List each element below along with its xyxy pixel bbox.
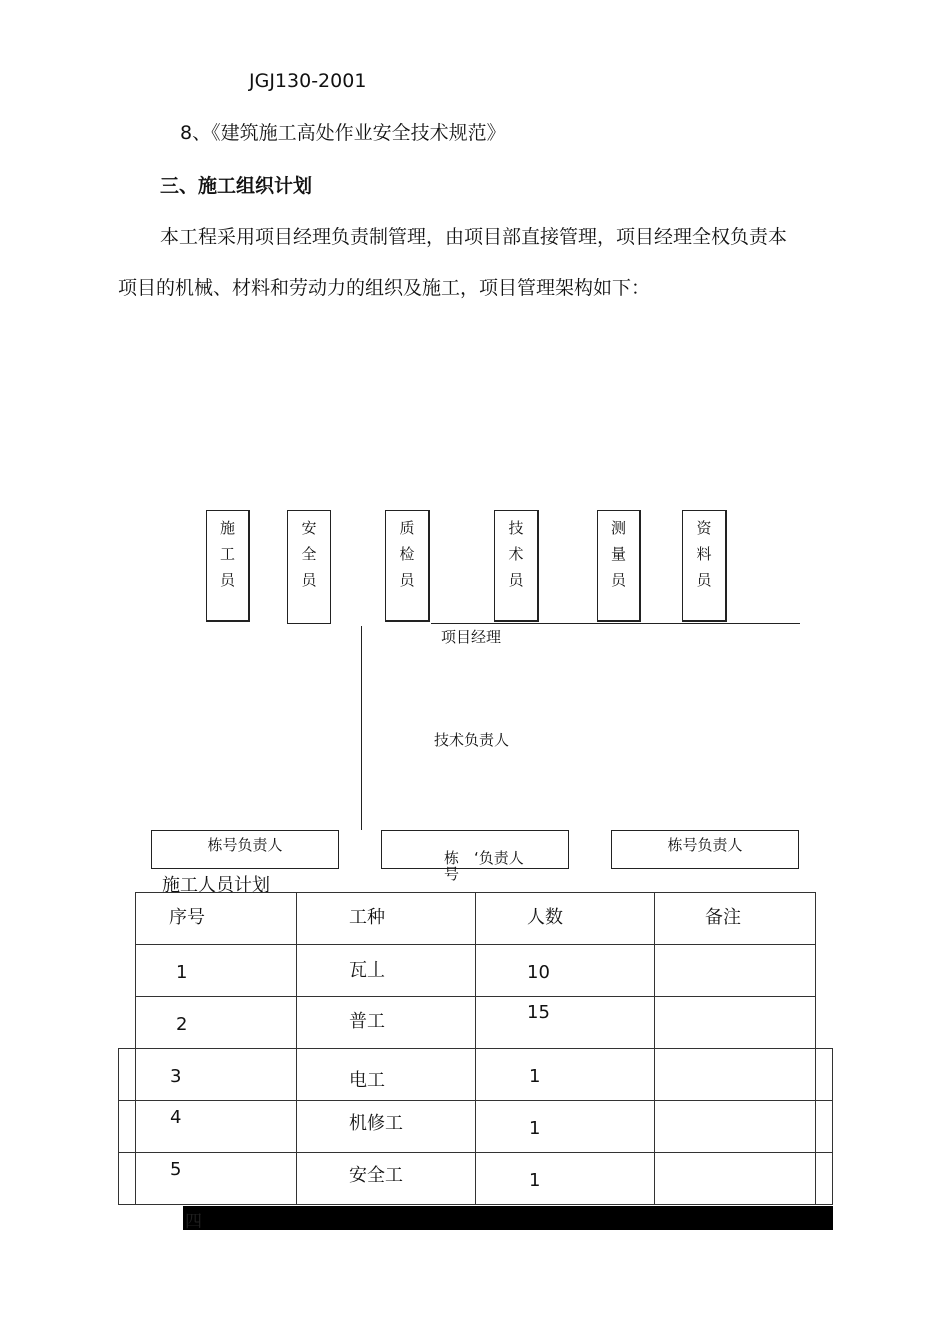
staff-label: 质 检 员: [399, 519, 415, 589]
staff-box-quality: [385, 510, 430, 622]
table-edge-line: [118, 1048, 136, 1049]
column-header-no: 序号: [169, 907, 205, 928]
column-header-note: 备注: [705, 907, 741, 928]
hidden-heading-char: 四: [185, 1212, 202, 1232]
building-lead-box: [381, 830, 569, 883]
row-trade: 普工: [349, 1011, 385, 1032]
table-row: [136, 945, 816, 997]
staff-label: 安 全 员: [301, 519, 317, 589]
row-no: 5: [170, 1159, 182, 1180]
row-trade: 机修工: [349, 1113, 403, 1134]
column-header-count: 人数: [527, 907, 563, 928]
redaction-bar: [183, 1206, 833, 1230]
row-no: 3: [170, 1066, 182, 1087]
row-count: 15: [527, 1002, 550, 1023]
paragraph-line-2: 项目的机械、材料和劳动力的组织及施工，项目管理架构如下：: [118, 277, 651, 299]
row-count: 1: [529, 1066, 541, 1087]
reference-item-8: 8、《建筑施工高处作业安全技术规范》: [180, 122, 506, 144]
staff-label: 技 术 员: [508, 519, 524, 589]
table-edge-line: [118, 1100, 136, 1101]
section-heading: 三、施工组织计划: [160, 175, 313, 197]
project-manager-label: 项目经理: [441, 628, 502, 646]
row-no: 4: [170, 1107, 182, 1128]
table-edge-line: [832, 1048, 833, 1205]
table-row: [136, 1101, 816, 1153]
row-trade: 电工: [349, 1070, 385, 1091]
staff-box-records: [682, 510, 727, 622]
row-trade: 安全工: [349, 1165, 403, 1186]
table-edge-line: [118, 1048, 119, 1205]
row-count: 1: [529, 1118, 541, 1139]
column-header-trade: 工种: [349, 907, 385, 928]
table-edge-line: [815, 1204, 833, 1205]
row-no: 2: [176, 1014, 188, 1035]
staff-box-technical: [494, 510, 539, 622]
table-edge-line: [118, 1204, 136, 1205]
building-lead-box: [151, 830, 339, 869]
table-edge-line: [815, 1100, 833, 1101]
row-count: 1: [529, 1170, 541, 1191]
row-no: 1: [176, 962, 188, 983]
table-edge-line: [815, 1048, 833, 1049]
table-row: [136, 997, 816, 1049]
connector-line: [361, 626, 362, 830]
tech-lead-label: 技术负责人: [434, 731, 510, 749]
staff-label: 资 料 员: [696, 519, 712, 589]
connector-line: [431, 623, 800, 624]
staff-box-construction: [206, 510, 250, 622]
building-lead-label: 栋 ‘负责人 号: [444, 849, 524, 883]
staff-plan-table: [135, 892, 816, 1205]
row-trade: 瓦丄: [349, 960, 385, 981]
table-row: [136, 1153, 816, 1205]
table-edge-line: [815, 1152, 833, 1153]
table-edge-line: [118, 1152, 136, 1153]
staff-box-safety: [287, 510, 331, 624]
building-lead-label: 栋号负责人: [207, 836, 283, 854]
staff-label: 施 工 员: [219, 519, 235, 589]
paragraph-line-1: 本工程采用项目经理负责制管理，由项目部直接管理，项目经理全权负责本: [160, 226, 788, 248]
row-count: 10: [527, 962, 550, 983]
staff-label: 测 量 员: [610, 519, 626, 589]
building-lead-label: 栋号负责人: [667, 836, 743, 854]
building-lead-box: [611, 830, 799, 869]
table-row: [136, 1049, 816, 1101]
staff-box-survey: [597, 510, 641, 622]
standard-code: JGJ130-2001: [249, 70, 367, 92]
staff-plan-title: 施工人员计划: [162, 875, 270, 896]
table-header-row: [136, 893, 816, 945]
